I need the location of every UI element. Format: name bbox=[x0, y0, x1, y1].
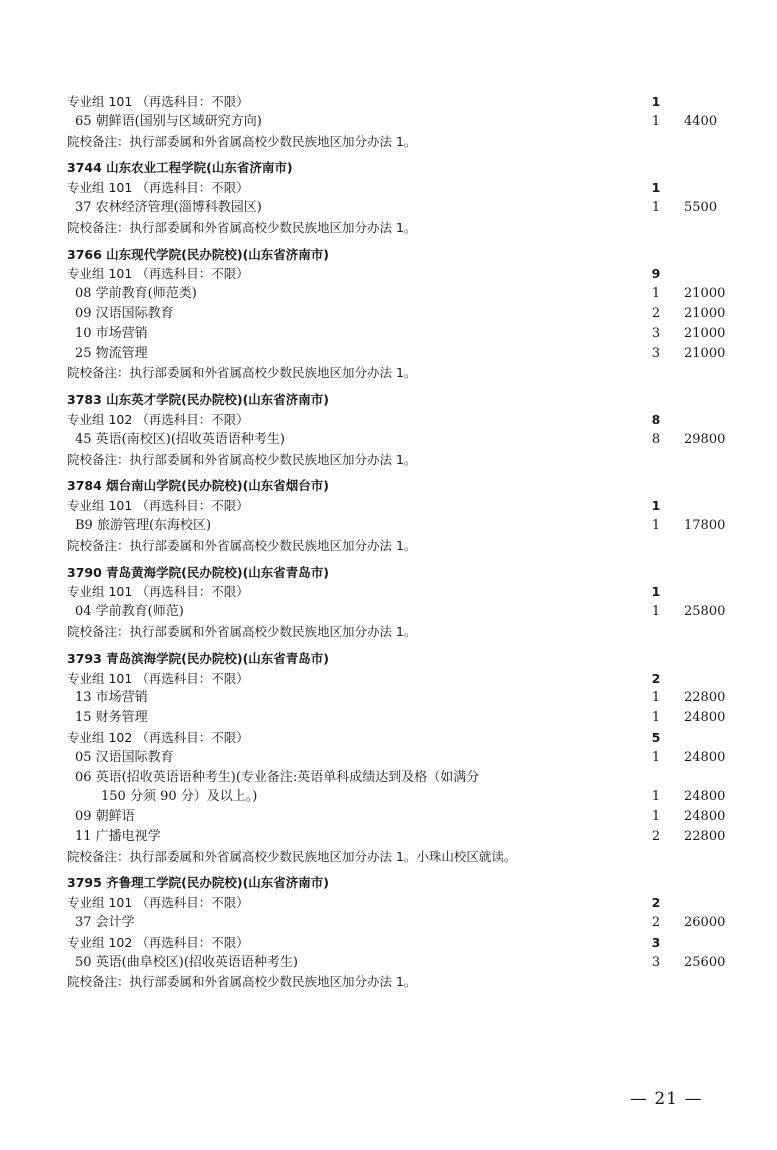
row-label: 院校备注：执行部委属和外省属高校少数民族地区加分办法 1。小珠山校区就读。 bbox=[67, 848, 517, 864]
row-label: 专业组 101 （再选科目：不限） bbox=[67, 498, 249, 514]
school-heading bbox=[67, 873, 747, 893]
row-label: 3766 山东现代学院(民办院校)(山东省济南市) bbox=[67, 246, 329, 262]
tuition-fee: 24800 bbox=[684, 710, 726, 726]
row-label: 15 财务管理 bbox=[75, 710, 148, 726]
row-label: 专业组 102 （再选科目：不限） bbox=[67, 729, 249, 745]
row-label: 院校备注：执行部委属和外省属高校少数民族地区加分办法 1。 bbox=[67, 133, 417, 149]
plan-count: 2 bbox=[651, 670, 661, 686]
row-label: 专业组 101 （再选科目：不限） bbox=[67, 670, 249, 686]
tuition-fee: 21000 bbox=[684, 286, 726, 302]
row-label: 3795 齐鲁理工学院(民办院校)(山东省济南市) bbox=[67, 875, 329, 891]
plan-count: 5 bbox=[651, 729, 661, 745]
plan-count: 9 bbox=[651, 266, 661, 282]
tuition-fee: 25600 bbox=[684, 954, 726, 970]
major-group-row bbox=[67, 893, 747, 913]
school-remark bbox=[67, 972, 747, 992]
major-row bbox=[67, 344, 747, 364]
major-row bbox=[67, 807, 747, 827]
tuition-fee: 24800 bbox=[684, 789, 726, 805]
tuition-fee: 29800 bbox=[684, 431, 726, 447]
tuition-fee: 26000 bbox=[684, 915, 726, 931]
major-group-row bbox=[67, 178, 747, 198]
tuition-fee: 22800 bbox=[684, 828, 726, 844]
tuition-fee: 24800 bbox=[684, 809, 726, 825]
plan-count: 3 bbox=[651, 345, 661, 361]
major-row bbox=[67, 198, 747, 218]
row-label: 150 分须 90 分）及以上。) bbox=[101, 789, 258, 805]
major-row bbox=[67, 324, 747, 344]
plan-count: 1 bbox=[651, 199, 661, 215]
row-label: 专业组 101 （再选科目：不限） bbox=[67, 266, 249, 282]
plan-count: 1 bbox=[651, 690, 661, 706]
school-remark bbox=[67, 363, 747, 383]
row-label: 09 朝鲜语 bbox=[75, 809, 135, 825]
row-label: 04 学前教育(师范) bbox=[75, 604, 184, 620]
row-label: 3784 烟台南山学院(民办院校)(山东省烟台市) bbox=[67, 478, 329, 494]
plan-count: 1 bbox=[651, 710, 661, 726]
major-row bbox=[67, 708, 747, 728]
plan-count: 1 bbox=[651, 749, 661, 765]
plan-count: 2 bbox=[651, 305, 661, 321]
school-remark bbox=[67, 622, 747, 642]
row-label: 65 朝鲜语(国别与区域研究方向) bbox=[75, 113, 262, 129]
plan-count: 1 bbox=[651, 517, 661, 533]
major-group-row bbox=[67, 496, 747, 516]
major-group-row bbox=[67, 728, 747, 748]
row-label: B9 旅游管理(东海校区) bbox=[75, 517, 212, 533]
school-heading bbox=[67, 649, 747, 669]
row-label: 3790 青岛黄海学院(民办院校)(山东省青岛市) bbox=[67, 564, 329, 580]
plan-count: 1 bbox=[651, 809, 661, 825]
major-row bbox=[67, 516, 747, 536]
row-label: 专业组 102 （再选科目：不限） bbox=[67, 411, 249, 427]
school-heading bbox=[67, 390, 747, 410]
row-label: 院校备注：执行部委属和外省属高校少数民族地区加分办法 1。 bbox=[67, 537, 417, 553]
row-label: 13 市场营销 bbox=[75, 690, 148, 706]
school-remark bbox=[67, 536, 747, 556]
plan-count: 1 bbox=[651, 584, 661, 600]
row-label: 院校备注：执行部委属和外省属高校少数民族地区加分办法 1。 bbox=[67, 365, 417, 381]
row-label: 08 学前教育(师范类) bbox=[75, 286, 197, 302]
row-label: 院校备注：执行部委属和外省属高校少数民族地区加分办法 1。 bbox=[67, 451, 417, 467]
major-row bbox=[67, 827, 747, 847]
school-remark bbox=[67, 132, 747, 152]
row-label: 专业组 102 （再选科目：不限） bbox=[67, 934, 249, 950]
major-group-row bbox=[67, 264, 747, 284]
major-group-row bbox=[67, 933, 747, 953]
plan-count: 1 bbox=[651, 180, 661, 196]
school-remark bbox=[67, 847, 747, 867]
row-label: 专业组 101 （再选科目：不限） bbox=[67, 94, 249, 109]
tuition-fee: 17800 bbox=[684, 517, 726, 533]
major-row bbox=[67, 913, 747, 933]
row-label: 专业组 101 （再选科目：不限） bbox=[67, 584, 249, 600]
tuition-fee: 21000 bbox=[684, 305, 726, 321]
plan-count: 3 bbox=[651, 934, 661, 950]
major-row bbox=[67, 787, 747, 807]
plan-count: 1 bbox=[651, 604, 661, 620]
row-label: 50 英语(曲阜校区)(招收英语语种考生) bbox=[75, 954, 298, 970]
school-heading bbox=[67, 158, 747, 178]
school-heading bbox=[67, 563, 747, 583]
major-row bbox=[67, 953, 747, 973]
page-number: — 21 — bbox=[630, 1089, 703, 1109]
major-group-row bbox=[67, 410, 747, 430]
major-row bbox=[67, 430, 747, 450]
tuition-fee: 21000 bbox=[684, 345, 726, 361]
school-remark bbox=[67, 450, 747, 470]
plan-count: 1 bbox=[651, 113, 661, 129]
tuition-fee: 25800 bbox=[684, 604, 726, 620]
major-row bbox=[67, 602, 747, 622]
major-group-row bbox=[67, 92, 747, 112]
tuition-fee: 22800 bbox=[684, 690, 726, 706]
plan-count: 1 bbox=[651, 498, 661, 514]
tuition-fee: 24800 bbox=[684, 749, 726, 765]
tuition-fee: 4400 bbox=[684, 113, 718, 129]
tuition-fee: 5500 bbox=[684, 199, 718, 215]
plan-count: 2 bbox=[651, 915, 661, 931]
row-label: 3793 青岛滨海学院(民办院校)(山东省青岛市) bbox=[67, 650, 329, 666]
major-row bbox=[67, 112, 747, 132]
major-group-row bbox=[67, 582, 747, 602]
row-label: 3744 山东农业工程学院(山东省济南市) bbox=[67, 160, 293, 176]
row-label: 37 会计学 bbox=[75, 915, 135, 931]
major-row bbox=[67, 284, 747, 304]
row-label: 3783 山东英才学院(民办院校)(山东省济南市) bbox=[67, 392, 329, 408]
row-label: 11 广播电视学 bbox=[75, 828, 161, 844]
major-row bbox=[67, 688, 747, 708]
plan-count: 3 bbox=[651, 954, 661, 970]
tuition-fee: 21000 bbox=[684, 325, 726, 341]
admission-plan-listing bbox=[67, 92, 747, 992]
row-label: 05 汉语国际教育 bbox=[75, 749, 174, 765]
row-label: 06 英语(招收英语语种考生)(专业备注:英语单科成绩达到及格（如满分 bbox=[75, 769, 480, 785]
school-heading bbox=[67, 476, 747, 496]
plan-count: 2 bbox=[651, 895, 661, 911]
school-heading bbox=[67, 245, 747, 265]
major-row bbox=[67, 768, 747, 788]
row-label: 09 汉语国际教育 bbox=[75, 305, 174, 321]
plan-count: 1 bbox=[651, 94, 661, 109]
row-label: 45 英语(南校区)(招收英语语种考生) bbox=[75, 431, 285, 447]
major-row bbox=[67, 748, 747, 768]
plan-count: 1 bbox=[651, 789, 661, 805]
plan-count: 2 bbox=[651, 828, 661, 844]
plan-count: 8 bbox=[651, 431, 661, 447]
major-group-row bbox=[67, 669, 747, 689]
row-label: 院校备注：执行部委属和外省属高校少数民族地区加分办法 1。 bbox=[67, 974, 417, 990]
plan-count: 8 bbox=[651, 411, 661, 427]
row-label: 10 市场营销 bbox=[75, 325, 148, 341]
school-remark bbox=[67, 218, 747, 238]
row-label: 25 物流管理 bbox=[75, 345, 148, 361]
plan-count: 3 bbox=[651, 325, 661, 341]
row-label: 37 农林经济管理(淄博科教园区) bbox=[75, 199, 262, 215]
row-label: 院校备注：执行部委属和外省属高校少数民族地区加分办法 1。 bbox=[67, 623, 417, 639]
row-label: 院校备注：执行部委属和外省属高校少数民族地区加分办法 1。 bbox=[67, 219, 417, 235]
row-label: 专业组 101 （再选科目：不限） bbox=[67, 180, 249, 196]
row-label: 专业组 101 （再选科目：不限） bbox=[67, 895, 249, 911]
major-row bbox=[67, 304, 747, 324]
plan-count: 1 bbox=[651, 286, 661, 302]
